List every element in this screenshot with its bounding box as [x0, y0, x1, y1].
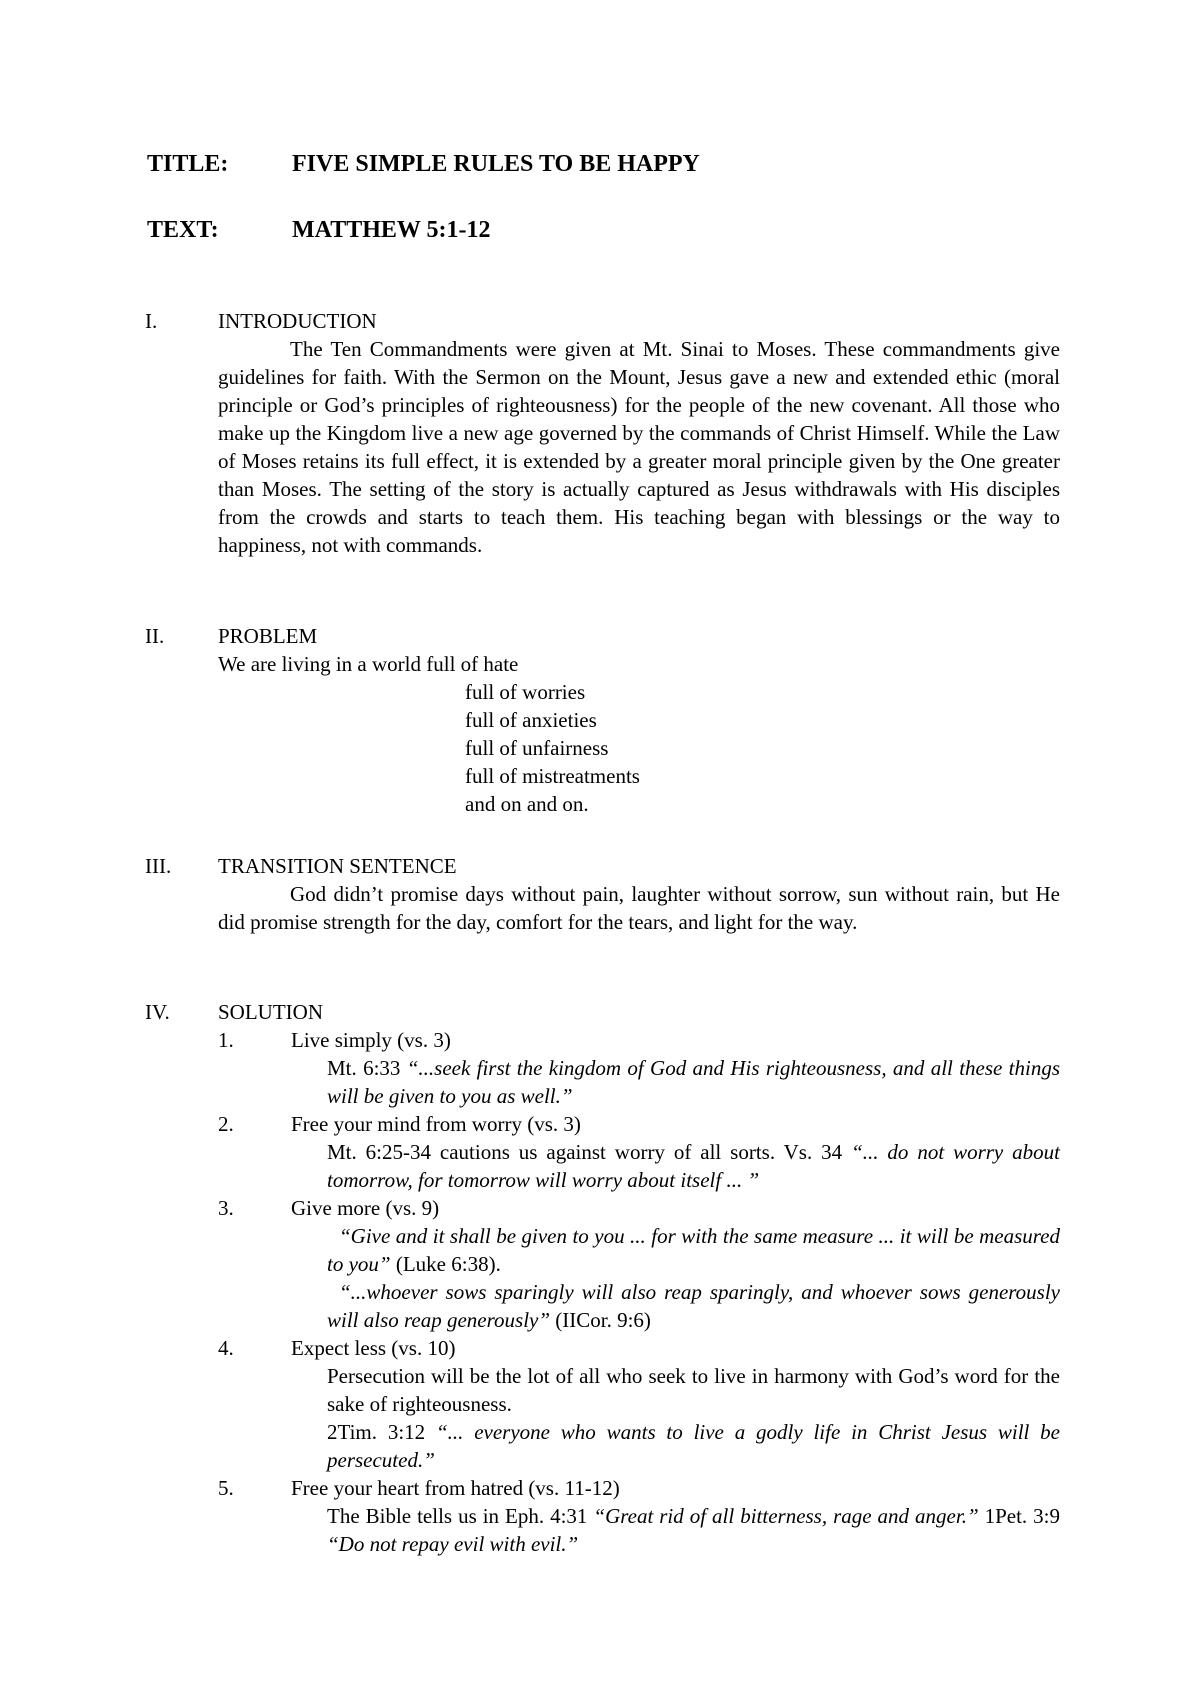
solution-item-4	[218, 1334, 1060, 1474]
section-heading: PROBLEM	[218, 624, 318, 648]
title-label: TITLE:	[147, 151, 229, 177]
list-item: full of unfairness	[465, 736, 609, 760]
list-item: and on and on.	[465, 792, 589, 816]
item-detail	[327, 1054, 1060, 1110]
solution-item-2	[218, 1110, 1060, 1194]
item-title: Free your heart from hatred (vs. 11-12)	[291, 1476, 620, 1500]
item-number: 1.	[218, 1028, 234, 1052]
section-numeral: II.	[145, 624, 165, 648]
item-detail	[327, 1222, 1060, 1278]
title-value: FIVE SIMPLE RULES TO BE HAPPY	[292, 151, 700, 177]
item-text: The Bible tells us in Eph. 4:31	[327, 1504, 594, 1528]
section-problem	[145, 622, 1060, 818]
item-number: 4.	[218, 1336, 234, 1360]
transition-paragraph: God didn’t promise days without pain, laughter without sorrow, sun without rain, but He did promise strength for the day, comfort for the tears, and light for the way.	[218, 882, 1060, 934]
item-detail	[327, 1278, 1060, 1334]
solution-item-5	[218, 1474, 1060, 1558]
scripture-quote: “...whoever sows sparingly will also reap sparingly, and whoever sows generously will also reap generously”	[327, 1280, 1060, 1332]
item-number: 3.	[218, 1196, 234, 1220]
section-introduction	[145, 307, 1060, 559]
scripture-ref: (Luke 6:38).	[390, 1252, 501, 1276]
section-numeral: IV.	[145, 1000, 170, 1024]
list-item: full of anxieties	[465, 708, 597, 732]
item-title: Give more (vs. 9)	[291, 1196, 440, 1220]
item-detail: Persecution will be the lot of all who seek to live in harmony with God’s word for the sake of righteousness.	[327, 1364, 1060, 1416]
scripture-quote: “... everyone who wants to live a godly life in Christ Jesus will be persecuted.”	[327, 1420, 1061, 1472]
item-number: 5.	[218, 1476, 234, 1500]
item-detail	[327, 1418, 1060, 1474]
scripture-quote: “Do not repay evil with evil.”	[327, 1532, 579, 1556]
section-numeral: I.	[145, 309, 158, 333]
section-numeral: III.	[145, 854, 172, 878]
section-heading: TRANSITION SENTENCE	[218, 854, 457, 878]
section-heading: SOLUTION	[218, 1000, 323, 1024]
solution-item-3	[218, 1194, 1060, 1334]
list-item: full of worries	[465, 680, 586, 704]
item-number: 2.	[218, 1112, 234, 1136]
item-title: Live simply (vs. 3)	[291, 1028, 451, 1052]
section-heading: INTRODUCTION	[218, 309, 377, 333]
solution-item-1	[218, 1026, 1060, 1110]
scripture-quote: “Give and it shall be given to you ... for with the same measure ... it will be measured to you”	[327, 1224, 1060, 1276]
scripture-ref: Mt. 6:33	[327, 1056, 407, 1080]
item-detail	[327, 1138, 1060, 1194]
scripture-quote: “Great rid of all bitterness, rage and anger.”	[593, 1504, 979, 1528]
introduction-paragraph: The Ten Commandments were given at Mt. Sinai to Moses. These commandments give guidelines for faith. With the Sermon on the Mount, Jesus gave a new and extended ethic (moral principle or God’s principles of righteousness) for the people of the new covenant. All those who make up the Kingdom live a new age governed by the commands of Christ Himself. While the Law of Moses retains its full effect, it is extended by a greater moral principle given by the One greater than Moses. The setting of the story is actually captured as Jesus withdrawals with His disciples from the crowds and starts to teach them. His teaching began with blessings or the way to happiness, not with commands.	[218, 337, 1060, 557]
item-detail	[327, 1502, 1060, 1558]
scripture-quote: “...seek first the kingdom of God and His righteousness, and all these things will be given to you as well.”	[327, 1056, 1060, 1108]
scripture-quote: “... do not worry about tomorrow, for tomorrow will worry about itself ... ”	[327, 1140, 1060, 1192]
text-value: MATTHEW 5:1-12	[292, 217, 491, 243]
scripture-ref: 1Pet. 3:9	[978, 1504, 1060, 1528]
text-label: TEXT:	[147, 217, 219, 243]
problem-list	[465, 678, 1060, 818]
problem-lead: We are living in a world full of hate	[218, 652, 519, 676]
scripture-ref: (IICor. 9:6)	[550, 1308, 651, 1332]
item-text: Mt. 6:25-34 cautions us against worry of all sorts. Vs. 34	[327, 1140, 852, 1164]
item-title: Expect less (vs. 10)	[291, 1336, 456, 1360]
section-solution	[145, 998, 1060, 1558]
scripture-ref: 2Tim. 3:12	[327, 1420, 436, 1444]
list-item: full of mistreatments	[465, 764, 640, 788]
item-title: Free your mind from worry (vs. 3)	[291, 1112, 581, 1136]
section-transition	[145, 852, 1060, 936]
